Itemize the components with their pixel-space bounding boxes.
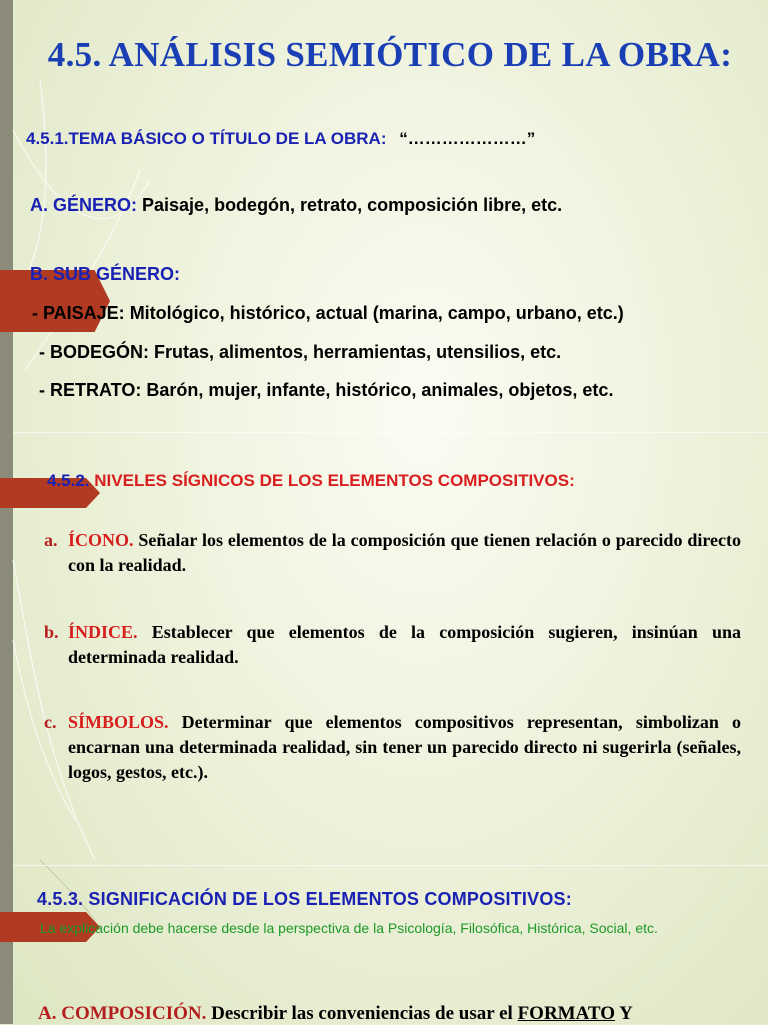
composicion-text: Describir las conveniencias de usar el <box>206 1003 518 1024</box>
section-452-title: NIVELES SÍGNICOS DE LOS ELEMENTOS COMPOSITIVOS: <box>89 471 575 490</box>
composicion-trailing: Y <box>615 1003 633 1024</box>
list-item-indice <box>44 620 741 670</box>
subgenero-label: B. SUB GÉNERO: <box>30 264 181 284</box>
page-title: 4.5. ANÁLISIS SEMIÓTICO DE LA OBRA: <box>47 35 733 74</box>
item-text: Determinar que elementos compositivos representan, simbolizan o encarnan una determinada realidad, sin tener un parecido directo ni sugerirla (señales, logos, gestos, etc.). <box>68 712 741 782</box>
list-marker: a. <box>44 530 58 550</box>
genero-label: A. GÉNERO: <box>30 195 138 215</box>
formato-word: FORMATO <box>517 1003 616 1024</box>
subgenero-item-retrato <box>39 380 613 401</box>
composicion-label: A. COMPOSICIÓN. <box>38 1003 207 1024</box>
item-term: ÍCONO. <box>68 530 134 550</box>
list-item-simbolos <box>44 710 741 785</box>
genero-line <box>30 195 562 216</box>
item-label: - PAISAJE: <box>32 303 125 323</box>
subgenero-item-paisaje <box>32 303 624 324</box>
section-451-heading <box>26 129 535 149</box>
divider <box>13 432 768 433</box>
genero-text: Paisaje, bodegón, retrato, composición libre, etc. <box>137 195 563 215</box>
item-label: - BODEGÓN: <box>39 342 149 362</box>
item-text: Barón, mujer, infante, histórico, animales, objetos, etc. <box>141 380 614 400</box>
item-term: ÍNDICE. <box>68 622 138 642</box>
item-text: Establecer que elementos de la composición sugieren, insinúan una determinada realidad. <box>68 622 741 667</box>
left-sidebar-strip <box>0 0 13 1024</box>
item-text: Mitológico, histórico, actual (marina, campo, urbano, etc.) <box>124 303 624 323</box>
item-text: Señalar los elementos de la composición que tienen relación o parecido directo con la realidad. <box>68 530 741 575</box>
section-453-note: La explicación debe hacerse desde la perspectiva de la Psicología, Filosófica, Histórica, Social, etc. <box>40 920 658 936</box>
list-item-icono <box>44 528 741 578</box>
item-label: - RETRATO: <box>39 380 142 400</box>
subgenero-item-bodegon <box>39 342 561 363</box>
divider <box>13 865 768 866</box>
list-marker: b. <box>44 622 59 642</box>
section-453-heading: 4.5.3. SIGNIFICACIÓN DE LOS ELEMENTOS COMPOSITIVOS: <box>37 889 572 909</box>
section-452-heading <box>47 471 575 491</box>
list-marker: c. <box>44 712 57 732</box>
item-text: Frutas, alimentos, herramientas, utensilios, etc. <box>149 342 562 362</box>
section-451-label: 4.5.1.TEMA BÁSICO O TÍTULO DE LA OBRA: <box>26 129 387 148</box>
section-451-value: “…………………” <box>399 129 536 148</box>
composicion-line <box>38 1003 633 1025</box>
section-452-number: 4.5.2. <box>47 471 90 490</box>
item-term: SÍMBOLOS. <box>68 712 169 732</box>
